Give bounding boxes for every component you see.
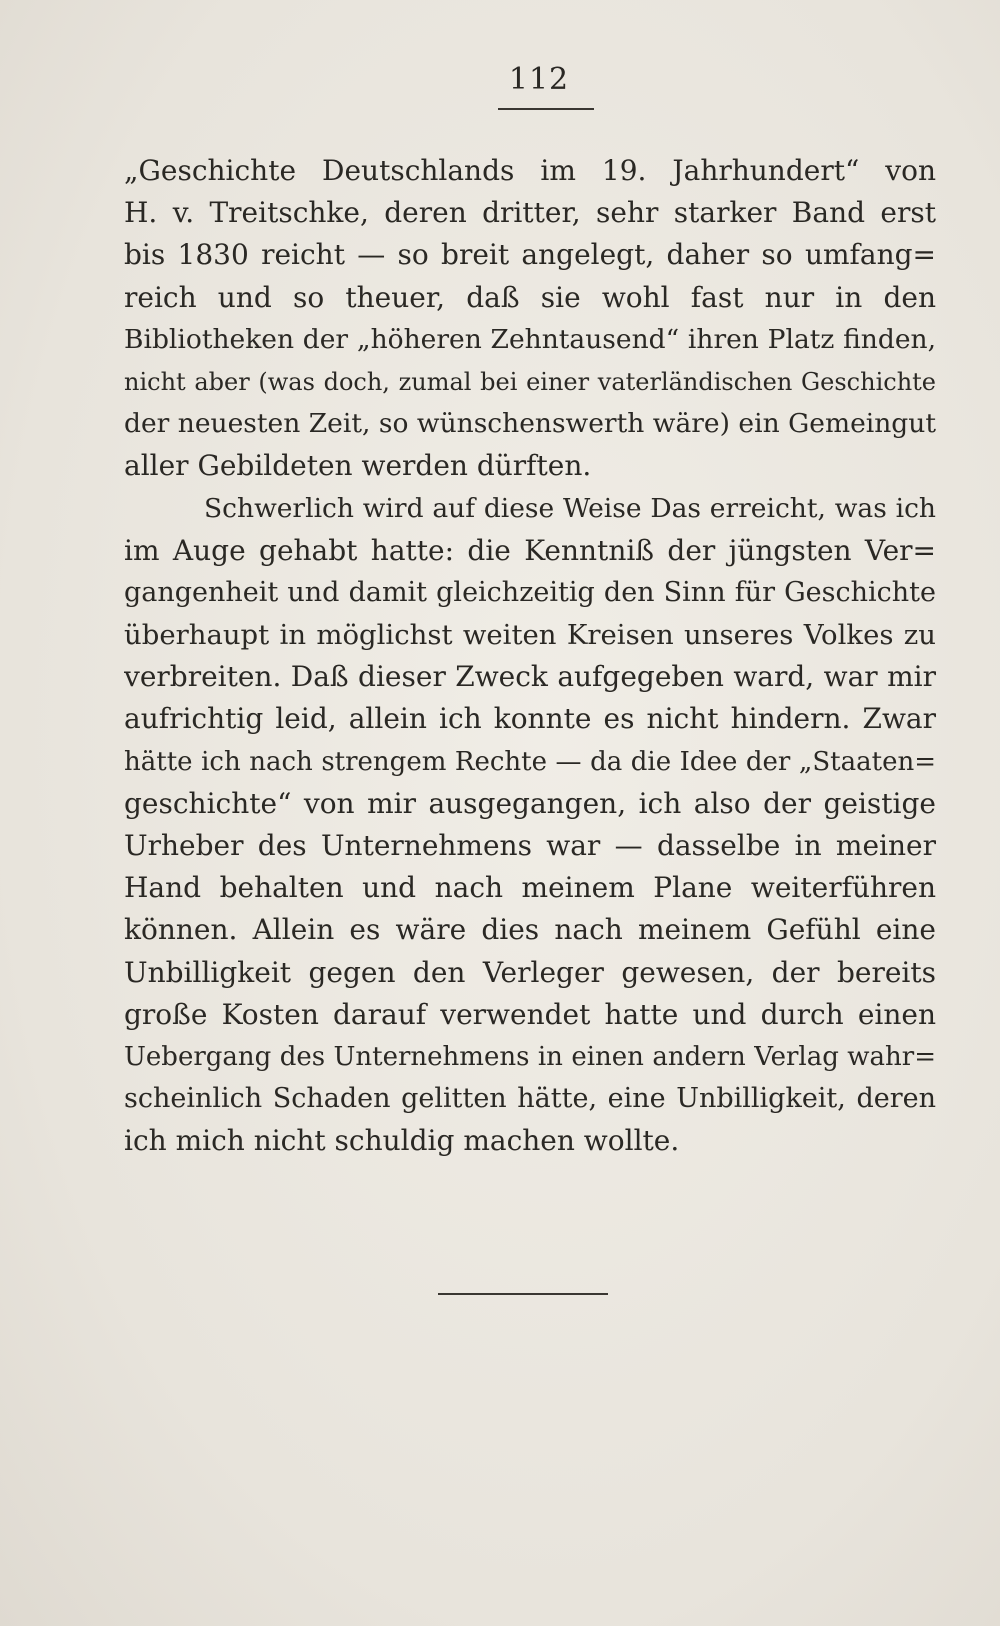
text-line: Schwerlich wird auf diese Weise Das erreicht, was ich (204, 492, 936, 524)
header-rule (498, 108, 594, 110)
text-line: hätte ich nach strengem Rechte — da die Idee der „Staaten= (124, 746, 936, 777)
body-text (124, 150, 936, 1163)
text-line: im Auge gehabt hatte: die Kenntniß der jüngsten Ver= (124, 533, 936, 567)
text-line: gangenheit und damit gleichzeitig den Sinn für Geschichte (124, 576, 936, 608)
text-line: H. v. Treitschke, deren dritter, sehr starker Band erst (124, 196, 936, 230)
text-line: aller Gebildeten werden dürften. (124, 449, 592, 483)
footer-rule (438, 1293, 608, 1295)
text-line: verbreiten. Daß dieser Zweck aufgegeben ward, war mir (124, 660, 936, 694)
text-line: können. Allein es wäre dies nach meinem Gefühl eine (124, 913, 936, 947)
text-line: bis 1830 reicht — so breit angelegt, daher so umfang= (124, 238, 936, 272)
text-line: aufrichtig leid, allein ich konnte es nicht hindern. Zwar (124, 702, 936, 736)
text-line: reich und so theuer, daß sie wohl fast nur in den (124, 280, 936, 314)
text-line: Bibliotheken der „höheren Zehntausend“ ihren Platz finden, (124, 323, 936, 355)
text-line: scheinlich Schaden gelitten hätte, eine Unbilligkeit, deren (124, 1083, 936, 1115)
text-line: „Geschichte Deutschlands im 19. Jahrhundert“ von (124, 154, 936, 187)
text-line: Hand behalten und nach meinem Plane weiterführen (124, 871, 936, 905)
text-line: Uebergang des Unternehmens in einen andern Verlag wahr= (124, 1041, 936, 1072)
page-number: 112 (508, 62, 570, 97)
text-line: nicht aber (was doch, zumal bei einer vaterländischen Geschichte (124, 367, 936, 396)
text-line: Urheber des Unternehmens war — dasselbe in meiner (124, 829, 936, 862)
text-line: überhaupt in möglichst weiten Kreisen unseres Volkes zu (124, 619, 936, 652)
text-line: Unbilligkeit gegen den Verleger gewesen, der bereits (124, 955, 936, 989)
text-line: der neuesten Zeit, so wünschenswerth wäre) ein Gemeingut (124, 408, 936, 440)
text-line: ich mich nicht schuldig machen wollte. (124, 1124, 680, 1158)
text-line: große Kosten darauf verwendet hatte und durch einen (124, 997, 936, 1031)
text-line: geschichte“ von mir ausgegangen, ich also der geistige (124, 786, 936, 820)
